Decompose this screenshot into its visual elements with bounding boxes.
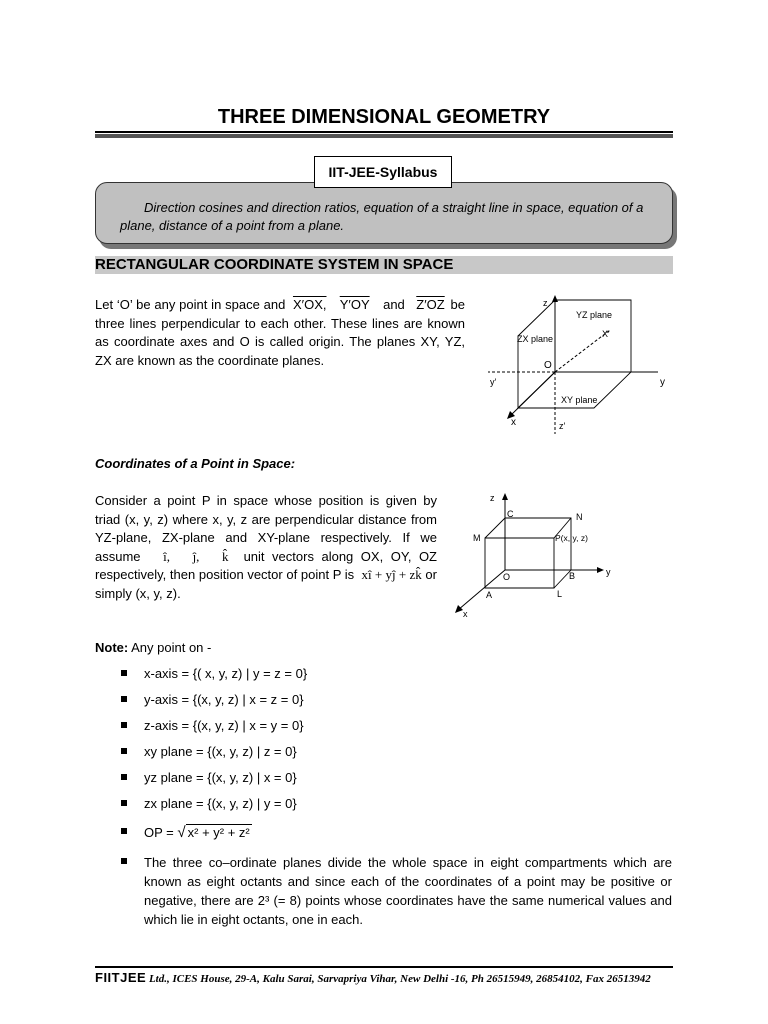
- intro-paragraph: [95, 296, 465, 370]
- cuboid-front-face: [485, 538, 554, 588]
- note-line: [95, 640, 211, 655]
- cuboid-back-face: [505, 518, 571, 570]
- coordinates-paragraph: [95, 492, 437, 603]
- list-item-text: y-axis = {(x, y, z) | x = z = 0}: [144, 692, 304, 707]
- fig2-x-axis: [458, 570, 505, 610]
- edge-mc: [485, 518, 505, 538]
- fig1-z-prime-label: z′: [559, 421, 566, 431]
- list-item-text: yz plane = {(x, y, z) | x = 0}: [144, 770, 297, 785]
- octant-text: The three co–ordinate planes divide the whole space in eight compartments which are known as eight octants and since each of the coordinates of a point may be positive or negative, there are 2³ (= 8) points whose coordinates have the same numerical values and which lie in eight octants, one in each.: [144, 855, 672, 927]
- fig2-b-label: B: [569, 571, 576, 581]
- sqrt-sign: √: [177, 824, 186, 841]
- fig2-n-label: N: [576, 512, 583, 522]
- op-formula: [144, 824, 252, 841]
- bullet-mark: [121, 670, 127, 676]
- op-radicand: x² + y² + z²: [187, 825, 250, 840]
- coordinates-heading: Coordinates of a Point in Space:: [95, 456, 296, 471]
- op-label: OP =: [144, 825, 174, 840]
- intro-text-1: Let ‘O’ be any point in space and: [95, 297, 286, 312]
- fig1-y-label: y: [660, 377, 665, 388]
- fig2-o-label: O: [503, 572, 511, 582]
- list-item-text: x-axis = {( x, y, z) | y = z = 0}: [144, 666, 308, 681]
- footer-brand: FIITJEE: [95, 970, 147, 985]
- list-item-text: z-axis = {(x, y, z) | x = y = 0}: [144, 718, 304, 733]
- axis-yoy: Y′OY: [339, 297, 370, 312]
- bullet-mark: [121, 828, 127, 834]
- bullet-mark: [121, 722, 127, 728]
- footer-rule: [95, 966, 673, 968]
- syllabus-text: Direction cosines and direction ratios, equation of a straight line in space, equation of a plane, distance of a point from a plane.: [120, 200, 644, 233]
- bullet-mark: [121, 774, 127, 780]
- i-hat: î,: [163, 548, 170, 564]
- coordinates-line-2b: unit vectors along OX, OY, OZ respectively, then position vector of point P is: [95, 548, 438, 582]
- bullet-mark: [121, 800, 127, 806]
- j-hat: ĵ,: [192, 548, 200, 564]
- fig2-x-label: x: [463, 609, 468, 619]
- fig1-origin-label: O: [544, 360, 552, 371]
- intro-text-2: be three lines perpendicular to each other. These lines are known as coordinate axes and O is called origin. The planes XY, YZ, ZX are known as the coordinate planes.: [95, 297, 465, 368]
- section-heading: RECTANGULAR COORDINATE SYSTEM IN SPACE: [95, 256, 673, 274]
- fig2-a-label: A: [486, 590, 493, 600]
- figure-coordinate-planes: [480, 292, 680, 440]
- fig2-y-label: y: [606, 567, 611, 577]
- list-item-text: zx plane = {(x, y, z) | y = 0}: [144, 796, 297, 811]
- fig1-z-label: z: [543, 298, 548, 308]
- fig1-zx-plane-label: ZX plane: [517, 334, 554, 344]
- k-hat: k̂: [222, 548, 229, 564]
- footer-text: Ltd., ICES House, 29-A, Kalu Sarai, Sarvapriya Vihar, New Delhi -16, Ph 26515949, 26854102, Fax 26513942: [148, 973, 651, 985]
- fig1-x-prime-label: X′: [602, 329, 610, 339]
- fig1-xy-plane-label: XY plane: [561, 395, 598, 405]
- axis-xox: X′OX,: [292, 297, 327, 312]
- bullet-mark: [121, 696, 127, 702]
- fig1-y-prime-label: y′: [490, 377, 497, 387]
- zx-plane: [518, 300, 555, 408]
- syllabus-tab: IIT-JEE-Syllabus: [314, 156, 452, 188]
- x-axis: [510, 372, 555, 416]
- coordinates-line-2a: If we assume: [95, 530, 437, 564]
- axis-zoz: Z′OZ: [416, 297, 445, 312]
- fig2-m-label: M: [473, 533, 481, 543]
- fig2-y-arrow: [597, 567, 604, 573]
- fig2-p-label: P(x, y, z): [555, 533, 588, 543]
- title-rule-thick: [95, 134, 673, 138]
- fig1-x-label: x: [511, 417, 516, 428]
- bullet-mark: [121, 748, 127, 754]
- fig2-z-arrow: [502, 493, 508, 500]
- page-title: THREE DIMENSIONAL GEOMETRY: [217, 106, 551, 128]
- position-vector: xî + yĵ + zk̂: [361, 567, 422, 582]
- z-arrow: [552, 295, 558, 302]
- title-rule: [95, 131, 673, 133]
- fig2-l-label: L: [557, 589, 563, 599]
- note-label: Note:: [95, 640, 129, 655]
- fig1-yz-plane-label: YZ plane: [576, 310, 613, 320]
- intro-and: and: [383, 297, 405, 312]
- figure-point-cuboid: [448, 488, 628, 620]
- bullet-mark: [121, 858, 127, 864]
- list-item-text: xy plane = {(x, y, z) | z = 0}: [144, 744, 297, 759]
- footer: [95, 970, 673, 985]
- fig2-c-label: C: [507, 509, 514, 519]
- coordinates-line-3: or simply (x, y, z).: [95, 567, 437, 601]
- note-text: Any point on -: [131, 640, 212, 655]
- coordinates-line-1: Consider a point P in space whose position is given by triad (x, y, z) where x, y, z are perpendicular distance from YZ-plane, ZX-plane and XY-plane respectively.: [95, 493, 437, 545]
- fig2-z-label: z: [490, 493, 495, 503]
